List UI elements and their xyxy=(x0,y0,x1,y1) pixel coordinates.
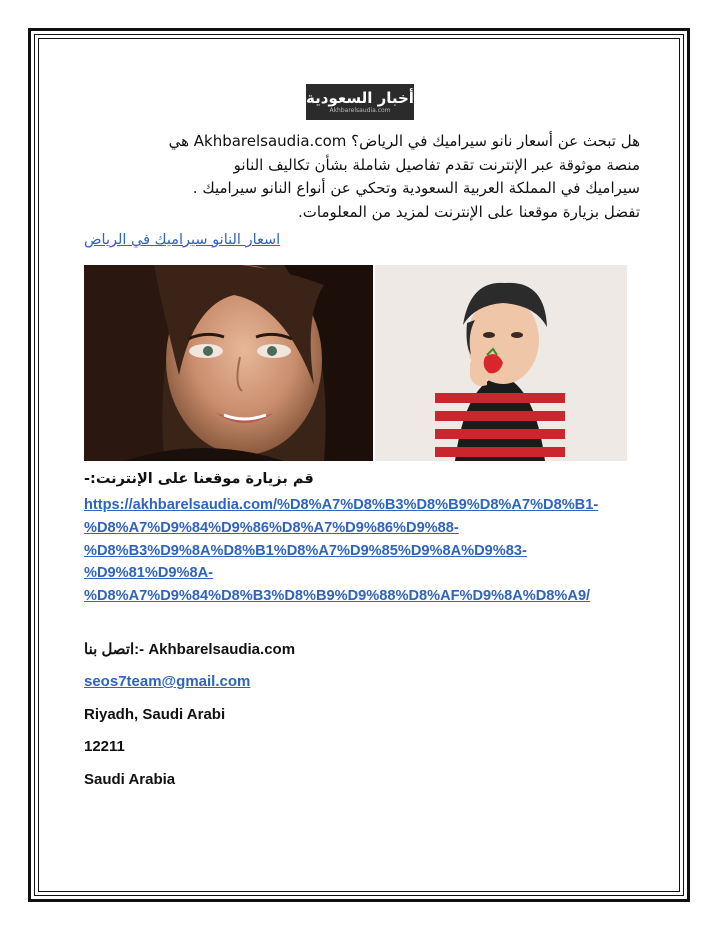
url-line[interactable]: %D8%B3%D9%8A%D8%B1%D8%A7%D9%85%D9%8A%D9%83- xyxy=(84,542,527,559)
url-line[interactable]: %D9%81%D9%8A- xyxy=(84,565,213,582)
intro-line: منصة موثوقة عبر الإنترنت تقدم تفاصيل شاملة بشأن تكاليف النانو xyxy=(233,155,640,174)
country-text: Saudi Arabia xyxy=(84,771,176,788)
intro-paragraph xyxy=(84,130,640,224)
logo-arabic-text: أخبار السعودية xyxy=(306,89,414,107)
url-line[interactable]: %D8%A7%D9%84%D9%86%D8%A7%D9%86%D9%88- xyxy=(84,519,459,536)
website-url-link[interactable] xyxy=(84,494,644,608)
contact-label-arabic: اتصل بنا xyxy=(84,641,135,658)
visit-website-label: قم بزيارة موقعنا على الإنترنت:- xyxy=(84,471,314,487)
intro-line: تفضل بزيارة موقعنا على الإنترنت لمزيد من المعلومات. xyxy=(298,202,640,221)
woman-portrait-image xyxy=(84,265,375,461)
url-line[interactable]: https://akhbarelsaudia.com/%D8%A7%D8%B3%D8%B9%D8%A7%D8%B1- xyxy=(84,497,599,513)
man-with-strawberry-image xyxy=(375,265,627,461)
contact-label-domain: :- Akhbarelsaudia.com xyxy=(134,641,296,658)
url-line[interactable]: %D8%A7%D9%84%D8%B3%D8%B9%D9%88%D8%AF%D9%8A%D8%A9/ xyxy=(84,588,591,605)
site-logo xyxy=(306,84,414,120)
city-text: Riyadh, Saudi Arabi xyxy=(84,706,226,723)
contact-line xyxy=(84,640,295,658)
intro-line: هل تبحث عن أسعار نانو سيراميك في الرياض؟ Akhbarelsaudia.com هي xyxy=(168,132,640,150)
logo-domain-text: Akhbarelsaudia.com xyxy=(329,107,391,114)
postal-code-text: 12211 xyxy=(84,738,125,755)
woman-portrait-illustration xyxy=(84,265,375,461)
intro-line: سيراميك في المملكة العربية السعودية وتحكي عن أنواع النانو سيراميك . xyxy=(192,179,640,197)
anchor-link-prices[interactable]: اسعار النانو سيراميك في الرياض xyxy=(84,232,281,248)
man-with-strawberry-illustration xyxy=(375,265,627,461)
email-link[interactable]: seos7team@gmail.com xyxy=(84,673,251,690)
